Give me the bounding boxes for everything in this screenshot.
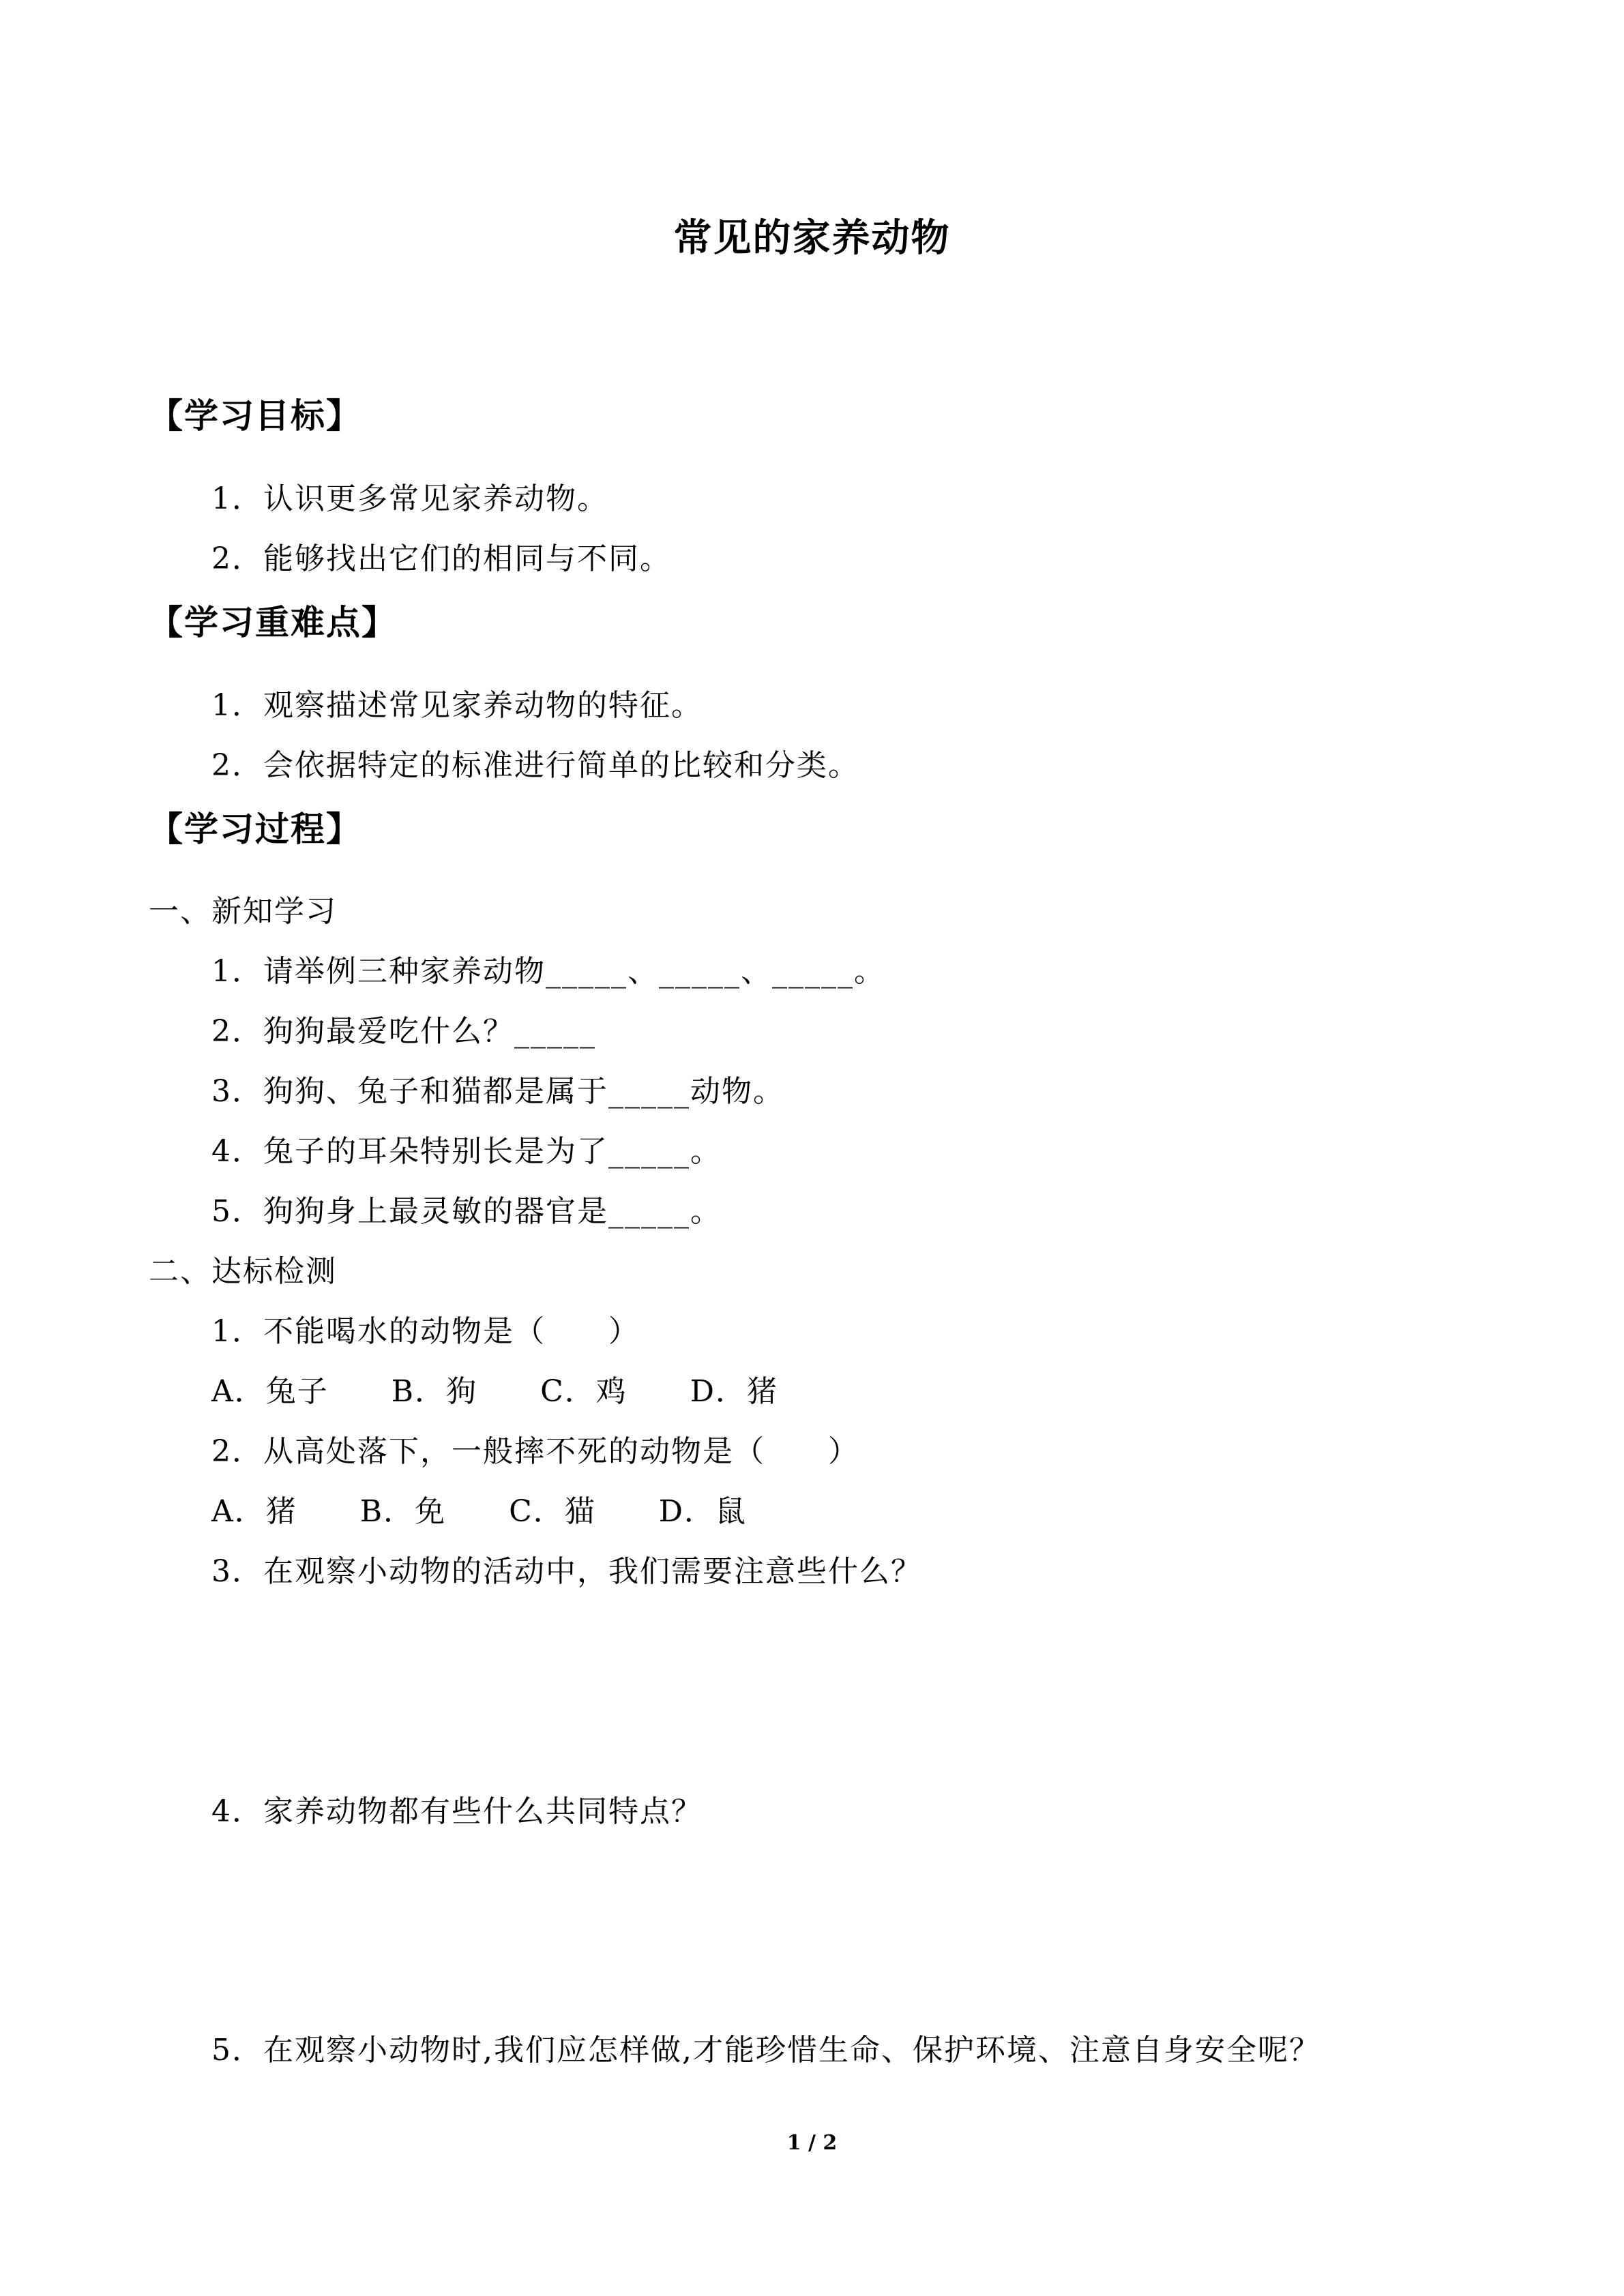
part1-heading: 一、新知学习	[149, 894, 337, 929]
part2-question-4: 4．家养动物都有些什么共同特点？	[211, 1794, 703, 1829]
part2-question-1-options: A．兔子 B．狗 C．鸡 D．猪	[211, 1374, 779, 1409]
part2-question-2-options: A．猪 B．免 C．猫 D．鼠	[211, 1494, 748, 1529]
goal-item-2: 2．能够找出它们的相同与不同。	[211, 541, 671, 576]
part1-item-4: 4．兔子的耳朵特别长是为了_____。	[211, 1134, 722, 1169]
part2-question-3: 3．在观察小动物的活动中，我们需要注意些什么？	[211, 1554, 922, 1589]
part2-heading: 二、达标检测	[149, 1254, 337, 1289]
part1-item-5: 5．狗狗身上最灵敏的器官是_____。	[211, 1194, 722, 1229]
part1-item-1: 1．请举例三种家养动物_____、_____、_____。	[211, 954, 885, 989]
goals-heading: 【学习目标】	[149, 396, 361, 436]
goal-item-1: 1．认识更多常见家养动物。	[211, 481, 608, 516]
page-number: 1 / 2	[786, 2131, 838, 2155]
key-point-item-2: 2．会依据特定的标准进行简单的比较和分类。	[211, 748, 859, 783]
part1-item-3: 3．狗狗、兔子和猫都是属于_____动物。	[211, 1074, 784, 1109]
page-title: 常见的家养动物	[673, 215, 951, 260]
key-points-heading: 【学习重难点】	[149, 602, 397, 642]
key-point-item-1: 1．观察描述常见家养动物的特征。	[211, 688, 703, 723]
process-heading: 【学习过程】	[149, 809, 361, 849]
part2-question-2: 2．从高处落下，一般摔不死的动物是（ ）	[211, 1434, 859, 1469]
part1-item-2: 2．狗狗最爱吃什么？_____	[211, 1014, 596, 1049]
part2-question-1: 1．不能喝水的动物是（ ）	[211, 1314, 640, 1349]
part2-question-5: 5．在观察小动物时,我们应怎样做,才能珍惜生命、保护环境、注意自身安全呢？	[211, 2033, 1320, 2068]
